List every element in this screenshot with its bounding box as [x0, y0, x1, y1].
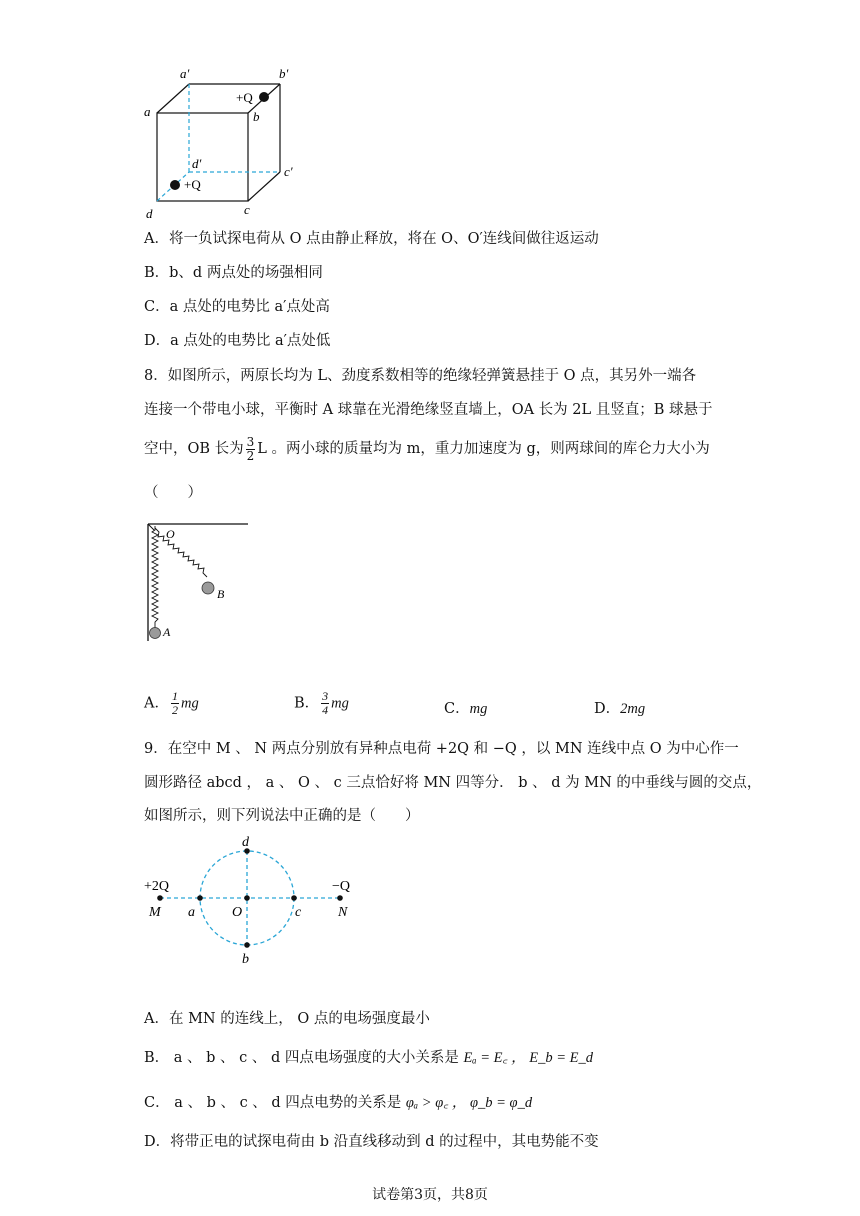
label-plus2q: +2Q: [144, 879, 170, 894]
spring-ob: [155, 528, 207, 577]
q8-option-a-unit: mg: [180, 695, 199, 712]
label-c: c: [244, 202, 250, 217]
page-footer: 试卷第3页，共8页: [372, 1187, 488, 1203]
label-a-point: a: [188, 905, 195, 920]
label-a-ball: A: [163, 625, 171, 639]
q9-option-b[interactable]: [144, 1048, 593, 1068]
cube-figure: [140, 62, 310, 222]
charge-dot-bottom: [170, 180, 180, 190]
cube-front-face: [157, 113, 248, 201]
label-b: b: [253, 109, 260, 124]
ball-a: [150, 628, 161, 639]
spring-oa: [152, 526, 158, 628]
q8-option-c-value: mg: [469, 701, 488, 717]
q8-option-d-label: D．: [594, 701, 621, 717]
q8-stem-line3: [144, 434, 710, 464]
q8-option-d[interactable]: [594, 697, 645, 718]
q8-option-c-label: C．: [444, 701, 470, 717]
spring-figure: [140, 516, 255, 646]
label-charge-top: +Q: [236, 90, 253, 105]
q9-option-c[interactable]: [144, 1093, 532, 1113]
label-d-prime: d′: [192, 156, 202, 171]
q8-frac-den: 2: [246, 448, 255, 463]
q9-option-c-text: C． a 、 b 、 c 、 d 四点电势的关系是: [144, 1095, 402, 1111]
q9-stem-line1: 9．在空中 M 、 N 两点分别放有异种点电荷 +2Q 和 −Q ，以 MN 连线中点 O 为中心作一: [144, 741, 739, 757]
label-n: N: [338, 905, 348, 920]
q9-option-c-formula: φₐ > φ꜀ ， φ_b = φ_d: [405, 1095, 533, 1111]
label-c-point: c: [295, 905, 302, 920]
q9-stem-line2: 圆形路径 abcd ， a 、 O 、 c 三点恰好将 MN 四等分． b 、 d 为 MN 的中垂线与圆的交点，: [144, 775, 762, 791]
q8-option-a[interactable]: [144, 690, 199, 717]
q9-option-d[interactable]: D．将带正电的试探电荷由 b 沿直线移动到 d 的过程中，其电势能不变: [144, 1134, 599, 1150]
q8-option-b[interactable]: [294, 690, 349, 717]
q7-option-c[interactable]: C．a 点处的电势比 a′点处高: [144, 299, 330, 315]
q9-option-b-text: B． a 、 b 、 c 、 d 四点电场强度的大小关系是: [144, 1050, 459, 1066]
charge-dot-top: [259, 92, 269, 102]
q8-line3-after: L 。两小球的质量均为 m，重力加速度为 g，则两球间的库仑力大小为: [257, 441, 710, 457]
label-charge-bottom: +Q: [184, 177, 201, 192]
circle-path-figure: [140, 832, 365, 972]
q8-frac-num: 3: [246, 434, 255, 449]
label-a: a: [144, 104, 151, 119]
label-d: d: [146, 206, 153, 221]
ball-b: [202, 582, 214, 594]
q8-option-b-num: 3: [322, 689, 329, 703]
q8-line3-before: 空中，OB 长为: [144, 441, 244, 457]
q7-option-d[interactable]: D．a 点处的电势比 a′点处低: [144, 333, 331, 349]
q8-option-a-fraction: [171, 690, 179, 717]
q8-option-a-num: 1: [171, 689, 178, 703]
label-m: M: [149, 905, 161, 920]
label-b-point: b: [242, 952, 249, 967]
label-b-prime: b′: [279, 66, 289, 81]
q9-option-a[interactable]: A．在 MN 的连线上， O 点的电场强度最小: [144, 1011, 430, 1027]
q8-option-b-den: 4: [322, 703, 329, 717]
point-a: [197, 895, 203, 901]
point-c: [291, 895, 297, 901]
label-d-point: d: [242, 835, 249, 850]
q8-option-a-den: 2: [171, 703, 178, 717]
label-minusq: −Q: [332, 879, 351, 894]
q8-option-b-unit: mg: [331, 695, 349, 712]
point-n: [337, 895, 343, 901]
q8-option-b-fraction: [321, 690, 329, 717]
point-m: [157, 895, 163, 901]
q8-fraction: [246, 436, 256, 463]
point-b: [244, 942, 250, 948]
point-o: [244, 895, 250, 901]
q8-option-d-value: 2mg: [620, 701, 646, 717]
q7-option-b[interactable]: B．b、d 两点处的场强相同: [144, 265, 323, 281]
q8-option-a-label: A．: [144, 695, 169, 712]
q8-stem-line1: 8．如图所示，两原长均为 L、劲度系数相等的绝缘轻弹簧悬挂于 O 点，其另外一端各: [144, 368, 697, 384]
q9-stem-line3: 如图所示，则下列说法中正确的是（ ）: [144, 808, 420, 824]
label-o-point: O: [232, 905, 243, 920]
q8-option-c[interactable]: [444, 697, 487, 718]
q8-answer-blank: （ ）: [144, 485, 202, 501]
q8-stem-line2: 连接一个带电小球，平衡时 A 球靠在光滑绝缘竖直墙上，OA 长为 2L 且竖直；B 球悬于: [144, 402, 713, 418]
q7-option-a[interactable]: A．将一负试探电荷从 O 点由静止释放，将在 O、O′连线间做往返运动: [144, 231, 599, 247]
label-a-prime: a′: [180, 66, 190, 81]
q8-option-b-label: B．: [294, 695, 320, 712]
label-o: O: [166, 527, 175, 541]
q9-option-b-formula: Eₐ = E꜀ ， E_b = E_d: [463, 1050, 593, 1066]
label-c-prime: c′: [284, 164, 293, 179]
label-b-ball: B: [217, 587, 225, 601]
